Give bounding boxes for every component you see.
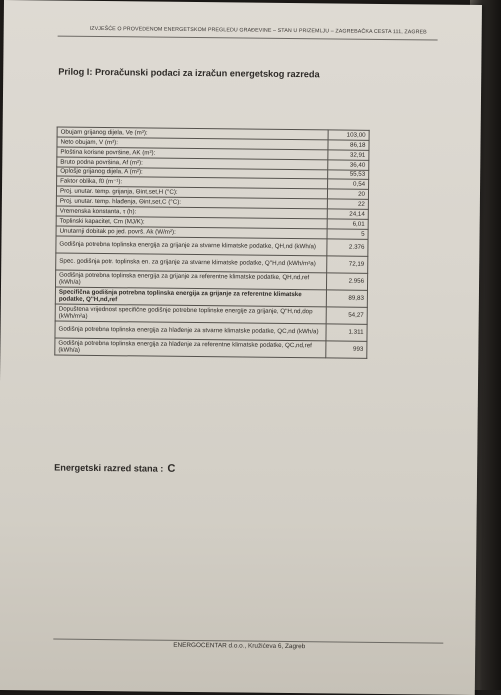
row-label: Obujam grijanog dijela, Ve (m³):: [57, 127, 328, 140]
row-value: 89,83: [326, 290, 367, 307]
row-value: 54,27: [326, 307, 367, 324]
row-value: 36,40: [328, 160, 369, 170]
row-label: Neto obujam, V (m³):: [57, 137, 328, 150]
page-footer: ENERGOCENTAR d.o.o., Kružićeva 6, Zagreb: [173, 641, 306, 651]
row-label: Bruto podna površina, Af (m²):: [57, 157, 328, 170]
row-label: Ploština korisne površine, AK (m²):: [57, 147, 328, 160]
row-value: 32,91: [328, 150, 369, 160]
row-label: Unutarnji dobitak po jed. površ. Ak (W/m²):: [56, 226, 327, 239]
row-label: Dopuštena vrijednost specifične godišnje potrebne toplinske energije za grijanje, Q''H,nd,dop (kWh/m²a): [55, 304, 326, 324]
row-value: 1.311: [326, 324, 367, 341]
energy-rating-label: Energetski razred stana :: [54, 462, 164, 474]
row-value: 2.376: [327, 239, 368, 256]
row-value: 6,01: [327, 219, 368, 229]
row-label: Godišnja potrebna toplinska energija za grijanje za stvarne klimatske podatke, QH,nd (kWh/a): [56, 236, 327, 256]
row-value: 20: [327, 189, 368, 199]
row-label: Toplinski kapacitet, Cm (MJ/K):: [56, 216, 327, 229]
row-label: Spec. godišnja potr. toplinska en. za grijanje za stvarne klimatske podatke, Q''H,nd (kWh/m²a): [56, 253, 327, 273]
row-value: 86,18: [328, 140, 369, 150]
page-header: IZVJEŠĆE O PROVEDENOM ENERGETSKOM PREGLEDU GRAĐEVINE – STAN U PRIZEMLJU – ZAGREBAČKA CESTA 111, ZAGREB: [89, 25, 427, 36]
header-divider: [58, 36, 438, 41]
row-label: Godišnja potrebna toplinska energija za grijanje za referentne klimatske podatke, QH,nd,ref (kWh/a): [55, 270, 326, 290]
row-value: 2.956: [326, 273, 367, 290]
row-label: Vremenska konstanta, τ (h):: [56, 206, 327, 219]
row-label: Oplošje grijanog dijela, A (m²):: [57, 167, 328, 180]
row-value: 24,14: [327, 209, 368, 219]
table-row: [55, 338, 367, 358]
row-value: 5: [327, 229, 368, 239]
energy-rating-value: C: [167, 462, 176, 475]
row-label: Specifična godišnja potrebna toplinska energija za grijanje za referentne klimatske podatke, Q''H,nd,ref: [55, 287, 326, 307]
row-label: Godišnja potrebna toplinska energija za hlađenje za referentne klimatske podatke, QC,nd,ref (kWh/a): [55, 338, 326, 358]
row-value: 103,00: [328, 130, 369, 140]
row-value: 22: [327, 199, 368, 209]
row-value: 55,53: [328, 169, 369, 179]
row-value: 72,19: [327, 256, 368, 273]
row-label: Godišnja potrebna toplinska energija za hlađenje za stvarne klimatske podatke, QC,nd (kWh/a): [55, 321, 326, 341]
row-value: 993: [326, 341, 367, 358]
energy-rating: [54, 462, 175, 475]
row-label: Proj. unutar. temp. grijanja, Θint,set,H (°C):: [56, 186, 327, 199]
row-value: 0,54: [328, 179, 369, 189]
page-title: Prilog I: Proračunski podaci za izračun energetskog razreda: [58, 66, 320, 80]
row-label: Faktor oblika, f0 (m⁻¹):: [57, 177, 328, 190]
calculation-table: [54, 127, 369, 359]
row-label: Proj. unutar. temp. hlađenja, Θint,set,C (°C):: [56, 196, 327, 209]
